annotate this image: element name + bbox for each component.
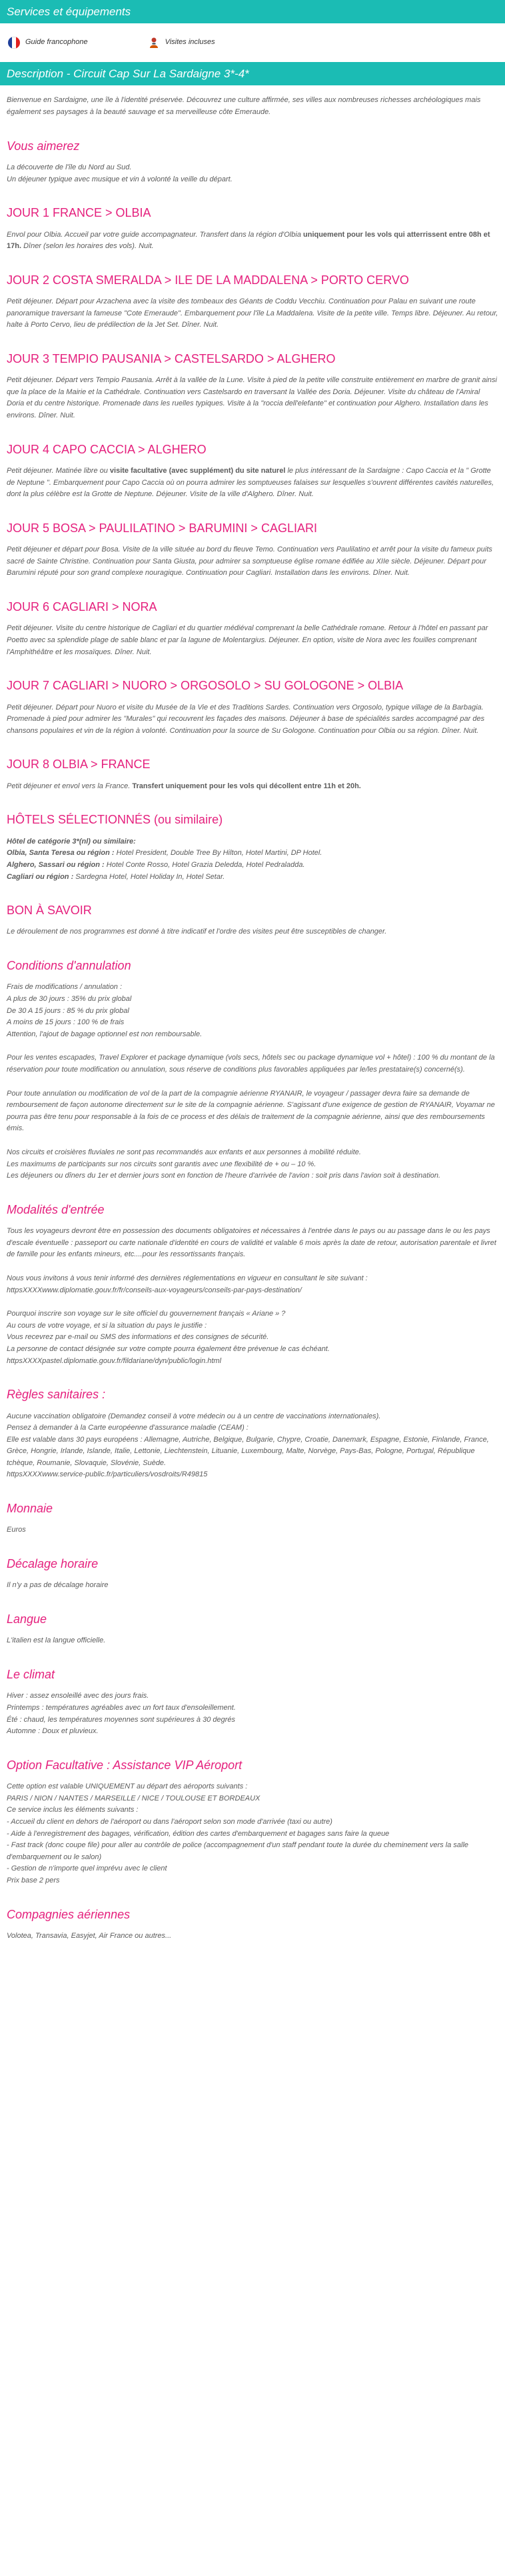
- text-line: Hiver : assez ensoleillé avec des jours frais.: [7, 1692, 149, 1700]
- text-line: Vous recevrez par e-mail ou SMS des informations et des consignes de sécurité.: [7, 1333, 269, 1342]
- text-line: Pour les ventes escapades, Travel Explorer et package dynamique (vols secs, hôtels sec ou package dynamique vol + hôtel) : 100 % du montant de la réservation pour toute modification ou annulation, sous réserve de conditions plus favorables appliquées par le/les prestataire(s) concerné(s).: [7, 1054, 495, 1074]
- service-guide: [8, 37, 88, 49]
- day-title: JOUR 6 CAGLIARI > NORA: [7, 600, 157, 613]
- vous-aimerez-title: Vous aimerez: [7, 139, 80, 153]
- day-title: JOUR 1 FRANCE > OLBIA: [7, 206, 151, 220]
- description-content: [0, 95, 505, 1955]
- text-line: Printemps : températures agréables avec un fort taux d'ensoleillement.: [7, 1704, 236, 1712]
- hotel-names: Hotel President, Double Tree By Hilton, Hotel Martini, DP Hotel.: [114, 849, 322, 858]
- day-text: [7, 781, 498, 793]
- modalites-title: Modalités d'entrée: [7, 1202, 105, 1216]
- text-line: Nous vous invitons à vous tenir informé des dernières réglementations en vigueur en consultant le site suivant : httpsXXXXwww.diplomatie.gouv.fr/fr/conseils-aux-voyageurs/conseils-par-pays-destination/: [7, 1274, 368, 1294]
- text-line: Au cours de votre voyage, et si la situation du pays le justifie :: [7, 1321, 207, 1330]
- annulation-title: Conditions d'annulation: [7, 959, 131, 973]
- spacer: [7, 1040, 498, 1052]
- bon-a-savoir-title: BON À SAVOIR: [7, 904, 92, 918]
- day-text-bold: uniquement pour les vols qui atterrissent entre 08h et 17h.: [7, 230, 490, 251]
- text-line: Attention, l'ajout de bagage optionnel est non remboursable.: [7, 1030, 203, 1038]
- day-text: [7, 229, 498, 253]
- hotel-category-label: Hôtel de catégorie 3*(nl) ou similaire:: [7, 837, 136, 846]
- hotels-title: HÔTELS SÉLECTIONNÉS (ou similaire): [7, 813, 223, 827]
- day-text-pre: Petit déjeuner. Matinée libre ou: [7, 467, 110, 475]
- text-line: A plus de 30 jours : 35% du prix global: [7, 995, 132, 1004]
- text-line: httpsXXXXwww.service-public.fr/particuliers/vosdroits/R49815: [7, 1470, 208, 1479]
- option-vip-title: Option Facultative : Assistance VIP Aéroport: [7, 1758, 243, 1772]
- compagnies-text: Volotea, Transavia, Easyjet, Air France ou autres...: [7, 1931, 172, 1940]
- monnaie-text: Euros: [7, 1526, 26, 1534]
- day-text-post: le plus intéressant de la Sardaigne : Capo Caccia et la " Grotte de Neptune ". Embarquement pour Capo Caccia où on pourra admirer les somptueuses falaises sur lesquelles s'ouvrent différentes cavités naturelles, dont la plus célèbre est la Grotte de Neptune. Déjeuner. Visite de la ville d'Alghero. Dîner. Nuit.: [7, 467, 494, 499]
- vous-aimerez-line: La découverte de l'île du Nord au Sud.: [7, 163, 132, 171]
- text-line: A moins de 15 jours : 100 % de frais: [7, 1018, 125, 1027]
- day-text-bold: Transfert uniquement pour les vols qui décollent entre 11h et 20h.: [132, 782, 361, 790]
- text-line: Ce service inclus les éléments suivants :: [7, 1806, 139, 1814]
- text-line: Frais de modifications / annulation :: [7, 983, 123, 992]
- text-line: La personne de contact désignée sur votre compte pourra également être prévenue le cas échéant.: [7, 1344, 330, 1353]
- text-line: Les déjeuners ou dîners du 1er et dernier jours sont en fonction de l'heure d'arrivée de l'avion : soit pris dans l'avion soit à destination.: [7, 1172, 441, 1180]
- text-line: Cette option est valable UNIQUEMENT au départ des aéroports suivants :: [7, 1782, 248, 1791]
- text-line: - Gestion de n'importe quel imprévu avec le client: [7, 1864, 167, 1873]
- text-line: PARIS / NION / NANTES / MARSEILLE / NICE / TOULOUSE ET BORDEAUX: [7, 1794, 260, 1802]
- day-text-pre: Petit déjeuner. Départ vers Tempio Pausania. Arrêt à la vallée de la Lune. Visite à pied de la petite ville construite entièrement en marbre de granit ainsi que la place de la Mairie et la Cathédrale. Continuation vers Castelsardo en traversant la Vallée des Doria. Déjeuner. Visite du château de l'Amiral Doria et du centre historique. Promenade dans les ruelles typiques. Visite à la "roccia dell'elefante" et continuation pour Alghero. Installation dans les environs. Dîner. Nuit.: [7, 376, 497, 420]
- hotel-names: Sardegna Hotel, Hotel Holiday In, Hotel Setar.: [73, 872, 225, 881]
- hotel-category: [7, 836, 498, 848]
- text-line: Prix base 2 pers: [7, 1876, 60, 1884]
- text-line: Automne : Doux et pluvieux.: [7, 1727, 99, 1736]
- text-line: Elle est valable dans 30 pays européens : Allemagne, Autriche, Belgique, Bulgarie, Chypre, Croatie, Danemark, Espagne, Estonie, Finlande, France, Grèce, Hongrie, Irlande, Islande, Italie, Lettonie, Liechtenstein, Lituanie, Luxembourg, Malte, Norvège, Pays-Bas, Pologne, Portugal, République tchèque, Roumanie, Slovaquie, Slovénie, Suède.: [7, 1435, 489, 1467]
- hotel-region: Cagliari ou région :: [7, 872, 74, 881]
- day-text: [7, 544, 498, 579]
- day-text-pre: Petit déjeuner. Départ pour Arzachena avec la visite des tombeaux des Géants de Coddu Vecchiu. Continuation pour Palau en suivant une route panoramique traversant la fameuse "Cote Emeraude". Embarquement pour l'île La Maddalena. Visite de la petite ville. Temps libre. Déjeuner. Au retour, halte à Porto Cervo, lieu de prédilection de la Jet Set. Dîner. Nuit.: [7, 297, 498, 329]
- service-guide-label: Guide francophone: [25, 38, 88, 47]
- person-icon: [148, 37, 160, 49]
- day-text: [7, 296, 498, 331]
- day-text-bold: visite facultative (avec supplément) du site naturel: [109, 467, 286, 475]
- text-line: Tous les voyageurs devront être en possession des documents obligatoires et nécessaires à l'entrée dans le pays ou au passage dans le ou les pays d'escale éventuelle : passeport ou carte nationale d'identité en cours de validité et valable 6 mois après la date de retour, autorisation parentale et livret de famille pour les enfants mineurs, etc....pour les ressortissants français.: [7, 1227, 496, 1259]
- text-line: httpsXXXXpastel.diplomatie.gouv.fr/fildariane/dyn/public/login.html: [7, 1356, 222, 1365]
- day-title: JOUR 5 BOSA > PAULILATINO > BARUMINI > CAGLIARI: [7, 521, 317, 535]
- services-header: Services et équipements: [0, 0, 505, 23]
- monnaie-title: Monnaie: [7, 1502, 53, 1516]
- service-visits: [148, 37, 215, 49]
- langue-title: Langue: [7, 1612, 47, 1626]
- text-line: - Accueil du client en dehors de l'aéroport ou dans l'aéroport selon son mode d'arrivée (taxi ou autre): [7, 1817, 332, 1826]
- day-text-post: Dîner (selon les horaires des vols). Nuit.: [21, 242, 154, 251]
- day-title: JOUR 7 CAGLIARI > NUORO > ORGOSOLO > SU GOLOGONE > OLBIA: [7, 679, 404, 693]
- intro-text: Bienvenue en Sardaigne, une île à l'identité préservée. Découvrez une culture affirmée, ses villes aux nombreuses richesses archéologiques mais également ses paysages à la beauté sauvage et sa merveilleuse côte Emeraude.: [7, 96, 481, 116]
- text-line: Pourquoi inscrire son voyage sur le site officiel du gouvernement français « Ariane » ?: [7, 1310, 286, 1318]
- day-text-pre: Envol pour Olbia. Accueil par votre guide accompagnateur. Transfert dans la région d'Olbia: [7, 230, 303, 239]
- day-text: [7, 623, 498, 658]
- service-visits-label: Visites incluses: [165, 38, 215, 47]
- day-list: [7, 205, 498, 792]
- hotel-line: [7, 872, 498, 884]
- compagnies-title: Compagnies aériennes: [7, 1907, 131, 1921]
- day-text-pre: Petit déjeuner et départ pour Bosa. Visite de la ville située au bord du fleuve Temo. Continuation vers Paulilatino et arrêt pour la visite du fameux puits sacré de Sainte Christine. Continuation pour Santa Giusta, pour admirer sa somptueuse église romane édifiée au XIIe siècle. Déjeuner. Départ pour Barumini réputé pour son grand complexe nouragique. Continuation pour Cagliari. Installation dans les environs. Dîner. Nuit.: [7, 545, 492, 577]
- french-flag-icon: [8, 37, 20, 49]
- text-line: - Fast track (donc coupe file) pour aller au contrôle de police (accompagnement d'un staff pendant toute la durée du cheminement vers la salle d'embarquement ou le salon): [7, 1841, 469, 1861]
- sanitaires-content: [7, 1411, 498, 1482]
- decalage-title: Décalage horaire: [7, 1557, 99, 1571]
- text-line: Pensez à demander à la Carte européenne d'assurance maladie (CEAM) :: [7, 1424, 249, 1432]
- day-title: JOUR 2 COSTA SMERALDA > ILE DE LA MADDALENA > PORTO CERVO: [7, 273, 409, 287]
- day-text: [7, 465, 498, 501]
- annulation-content: [7, 982, 498, 1182]
- day-title: JOUR 8 OLBIA > FRANCE: [7, 758, 151, 772]
- bon-a-savoir-text: Le déroulement de nos programmes est donné à titre indicatif et l'ordre des visites peut être susceptibles de changer.: [7, 928, 387, 936]
- hotel-region: Olbia, Santa Teresa ou région :: [7, 849, 115, 858]
- hotel-line: [7, 860, 498, 872]
- text-line: Nos circuits et croisières fluviales ne sont pas recommandés aux enfants et aux personnes à mobilité réduite.: [7, 1148, 361, 1156]
- hotel-line: [7, 848, 498, 860]
- langue-text: L'italien est la langue officielle.: [7, 1636, 106, 1645]
- spacer: [7, 1296, 498, 1308]
- text-line: Été : chaud, les températures moyennes sont supérieures à 30 degrés: [7, 1715, 236, 1724]
- day-text-pre: Petit déjeuner. Visite du centre historique de Cagliari et du quartier médiéval comprenant la belle Cathédrale romane. Retour à l'hôtel en passant par Poetto avec sa splendide plage de sable blanc et par la lagune de Molentargius. Déjeuner. En option, visite de Nora avec les fouilles comprenant l'Amphithéâtre et les mosaïques. Dîner. Nuit.: [7, 624, 488, 656]
- spacer: [7, 1076, 498, 1088]
- text-line: - Aide à l'enregistrement des bagages, vérification, édition des cartes d'embarquement et bagages sans faire la queue: [7, 1829, 390, 1838]
- day-title: JOUR 4 CAPO CACCIA > ALGHERO: [7, 442, 207, 456]
- text-line: Pour toute annulation ou modification de vol de la part de la compagnie aérienne RYANAIR, le voyageur / passager devra faire sa demande de remboursement de façon autonome directement sur le site de la compagnie aérienne. S'agissant d'une exigence de gestion de RYANAIR, Voyamar ne pourra pas être tenu pour responsable à la fois de ce process et des délais de traitement de la compagnie aérienne, ainsi que des remboursements émis.: [7, 1089, 495, 1133]
- description-header: Description - Circuit Cap Sur La Sardaigne 3*-4*: [0, 62, 505, 85]
- decalage-text: Il n'y a pas de décalage horaire: [7, 1581, 109, 1590]
- day-title: JOUR 3 TEMPIO PAUSANIA > CASTELSARDO > ALGHERO: [7, 351, 336, 365]
- climat-content: [7, 1690, 498, 1737]
- text-line: Les maximums de participants sur nos circuits sont garantis avec une flexibilité de + ou – 10 %.: [7, 1160, 316, 1168]
- sanitaires-title: Règles sanitaires :: [7, 1388, 106, 1402]
- modalites-content: [7, 1226, 498, 1367]
- text-line: Aucune vaccination obligatoire (Demandez conseil à votre médecin ou à un centre de vaccinations internationales).: [7, 1412, 381, 1420]
- day-text-pre: Petit déjeuner et envol vers la France.: [7, 782, 133, 790]
- vous-aimerez-line: Un déjeuner typique avec musique et vin à volonté la veille du départ.: [7, 175, 233, 183]
- option-vip-content: [7, 1781, 498, 1886]
- hotel-region: Alghero, Sassari ou région :: [7, 860, 105, 869]
- services-list: [0, 23, 505, 62]
- day-text-pre: Petit déjeuner. Départ pour Nuoro et visite du Musée de la Vie et des Traditions Sardes. Continuation vers Orgosolo, typique village de la Barbagia. Promenade à pied pour admirer les "Murales" qui recouvrent les façades des maisons. Déjeuner à base de spécialités sardes accompagné par des chansons populaires et vin de la région à volonté. Continuation pour la source de Su Gologone. Continuation pour Olbia ou sa région. Dîner. Nuit.: [7, 703, 485, 735]
- hotel-list: [7, 848, 498, 883]
- climat-title: Le climat: [7, 1668, 55, 1682]
- spacer: [7, 1135, 498, 1147]
- day-text: [7, 375, 498, 421]
- spacer: [7, 1261, 498, 1273]
- day-text: [7, 702, 498, 738]
- text-line: De 30 A 15 jours : 85 % du prix global: [7, 1006, 129, 1015]
- hotel-names: Hotel Conte Rosso, Hotel Grazia Deledda, Hotel Pedraladda.: [104, 860, 305, 869]
